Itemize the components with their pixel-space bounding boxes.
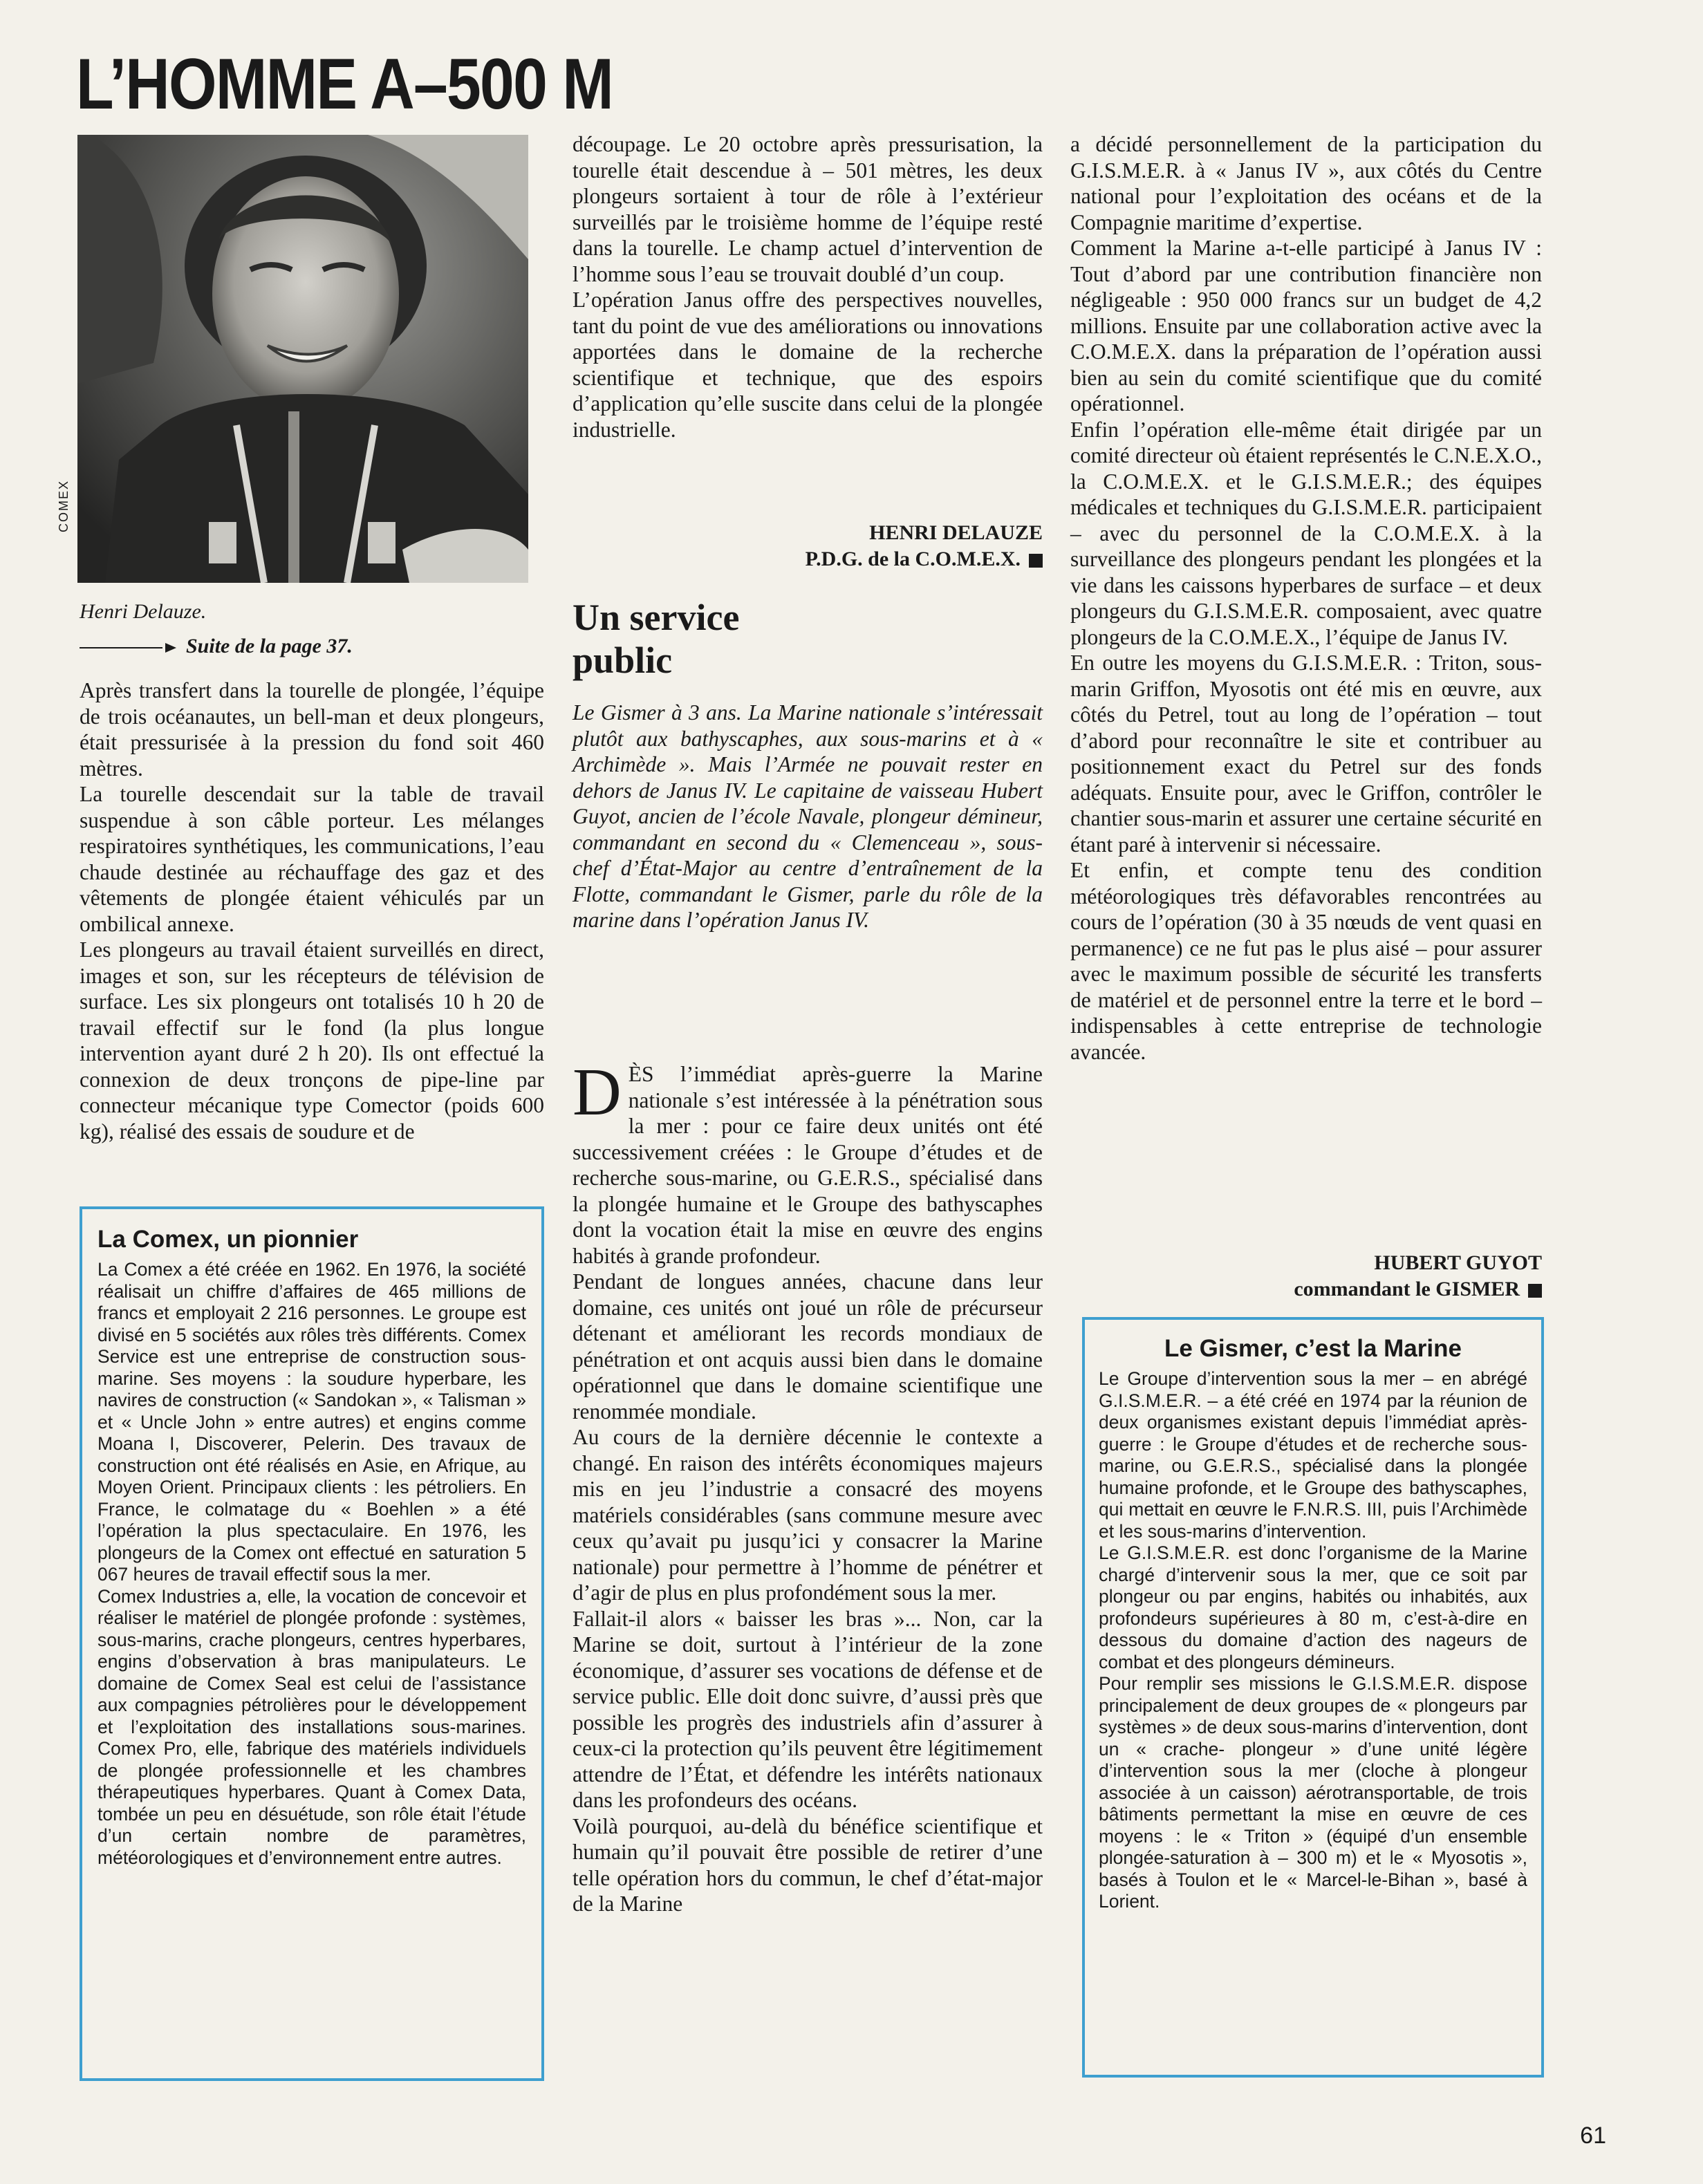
continuation-note	[80, 635, 353, 658]
middle-column-body	[573, 1055, 1043, 1917]
photo-credit: COMEX	[57, 479, 71, 532]
paragraph-text: ÈS l’immédiat après-guerre la Marine nationale s’est intéressée à la pénétration sous la mer : pour ce faire deux unités ont été successivement créées : le Groupe d’études et de recherche sous-marine, ou G.E.R.S., spécialisé dans la plongée humaine et le Groupe des bathyscaphes dont la vocation était la mise en œuvre des engins habités à grande profondeur.	[573, 1062, 1043, 1268]
paragraph: La Comex a été créée en 1962. En 1976, la société réalisait un chiffre d’affaires de 465 millions de francs et employait 2 216 personnes. Le groupe est divisé en 5 sociétés aux rôles très différents. Comex Service est une entreprise de construction sous-marine. Ses moyens : la soudure hyperbare, les navires de construction (« Sandokan », « Talisman » et « Uncle John » entre autres) et engins comme Moana I, Discoverer, Pelerin. Des travaux de construction ont été réalisés en Asie, en Afrique, au Moyen Orient. Principaux clients : les pétroliers. En France, le colmatage du « Boehlen » a été l’opération la plus spectaculaire. En 1976, les plongeurs de la Comex ont effectué en saturation 5 067 heures de travail effectif sous la mer.	[97, 1259, 526, 1585]
paragraph: L’opération Janus offre des perspectives nouvelles, tant du point de vue des améliorations ou innovations apportées dans le domaine de la recherche scientifique et technique, que des espoirs d’application qu’elle suscite dans celui de la plongée industrielle.	[573, 288, 1043, 442]
end-mark-icon	[1528, 1284, 1542, 1298]
paragraph: Comment la Marine a-t-elle participé à Janus IV : Tout d’abord par une contribution financière non négligeable : 950 000 francs sur un budget de 4,2 millions. Ensuite par une collaboration active avec la C.O.M.E.X. dans la préparation de l’opération aussi bien au sein du comité scientifique que du comité opérationnel.	[1070, 236, 1542, 416]
section-intro: Le Gismer à 3 ans. La Marine nationale s’intéressait plutôt aux bathyscaphes, aux sous-marins et à « Archimède ». Mais l’Armée ne pouvait rester en dehors de Janus IV. Le capitaine de vaisseau Hubert Guyot, ancien de l’école Navale, plongeur démineur, commandant en second du « Clemenceau », sous-chef d’État-Major au centre d’entraînement de la Flotte, commandant le Gismer, parle du rôle de la marine dans l’opération Janus IV.	[573, 700, 1043, 932]
right-column-text	[1070, 131, 1542, 1065]
box-title: La Comex, un pionnier	[97, 1226, 359, 1253]
signature-role: commandant le GISMER	[1294, 1278, 1520, 1300]
paragraph: Pour remplir ses missions le G.I.S.M.E.R. dispose principalement de deux groupes de « plongeurs par systèmes » de deux sous-marins d’intervention, dont un « crache- plongeur » d’une unité légère d’intervention sous la mer (cloche à plongeur associée à un caisson) aérotransportable, de trois bâtiments permettant la mise en œuvre de ces moyens : le « Triton » (équipé d’un ensemble plongée-saturation à – 300 m) et le « Myosotis », basés à Toulon et le « Marcel-le-Bihan », basé à Lorient.	[1099, 1673, 1527, 1912]
drop-cap: D	[573, 1055, 622, 1130]
paragraph: Voilà pourquoi, au-delà du bénéfice scientifique et humain qu’il pouvait être possible de retirer d’une telle opération hors du commun, le chef d’état-major de la Marine	[573, 1813, 1043, 1916]
portrait-illustration	[77, 135, 528, 583]
paragraph: Pendant de longues années, chacune dans leur domaine, ces unités ont joué un rôle de précurseur détenant et améliorant les records mondiaux de pénétration et ont acquis aussi bien dans le domaine opérationnel que dans le domaine scientifique une renommée mondiale.	[573, 1269, 1043, 1424]
paragraph: Après transfert dans la tourelle de plongée, l’équipe de trois océanautes, un bell-man et deux plongeurs, était pressurisée à la pression du fond soit 460 mètres.	[80, 678, 544, 781]
signature-role: P.D.G. de la C.O.M.E.X.	[805, 548, 1021, 570]
paragraph: Et enfin, et compte tenu des condition météorologiques très défavorables rencontrées au cours de l’opération (30 à 35 nœuds de vent quasi en permanence) ce ne fut pas le plus aisé – pour assurer avec le maximum possible de sécurité les transferts de matériel et de personnel entre la terre et le bord – indispensables à cette entreprise de technologie avancée.	[1070, 858, 1542, 1064]
first-paragraph	[573, 1055, 1043, 1269]
box-text	[1099, 1368, 1527, 1913]
section-title-line: Un service	[573, 597, 740, 638]
middle-column-top	[573, 131, 1043, 442]
paragraph: Le G.I.S.M.E.R. est donc l’organisme de la Marine chargé d’intervenir sous la mer, que ce soit par plongeur ou par engins, habités ou inhabités, aux profondeurs supérieures à 80 m, c’est-à-dire en dessous du domaine d’action des nageurs de combat et des plongeurs démineurs.	[1099, 1542, 1527, 1672]
section-title-line: public	[573, 640, 673, 681]
arrow-right-icon	[165, 643, 176, 653]
paragraph: Comex Industries a, elle, la vocation de concevoir et réaliser le matériel de plongée profonde : systèmes, sous-marins, crache plongeurs, centres hyperbares, engins d’observation à bras manipulateurs. Le domaine de Comex Seal est celui de l’assistance aux compagnies pétrolières pour le développement et l’exploitation des installations sous-marines. Comex Pro, elle, fabrique des matériels individuels de plongée professionnelle et les chambres thérapeutiques hyperbares. Quant à Comex Data, tombée un peu en désuétude, son rôle était l’étude d’un certain nombre de paramètres, météorologiques et d’environnement entre autres.	[97, 1585, 526, 1868]
signature-guyot	[1070, 1250, 1542, 1303]
paragraph: a décidé personnellement de la participation du G.I.S.M.E.R. à « Janus IV », aux côtés du Centre national pour l’exploitation des océans et de la Compagnie maritime d’expertise.	[1070, 132, 1542, 234]
comex-sidebar-box	[80, 1206, 544, 2081]
paragraph: Fallait-il alors « baisser les bras »... Non, car la Marine se doit, surtout à l’intérieur de la zone économique, d’assurer ses vocations de défense et de service public. Elle doit donc suivre, d’aussi près que possible les progrès des industriels afin d’assurer à ceux-ci la protection qu’ils peuvent être légitimement attendre de l’État, et défendre les intérêts nationaux dans les profondeurs des océans.	[573, 1606, 1043, 1812]
page-number: 61	[1580, 2122, 1606, 2149]
paragraph: Enfin l’opération elle-même était dirigée par un comité directeur où étaient représentés le C.N.E.X.O., la C.O.M.E.X. et le G.I.S.M.E.R.; des équipes médicales et techniques du G.I.S.M.E.R. participaient – avec du personnel de la C.O.M.E.X. à la surveillance des plongeurs pendant les plongées et la vie dans les caissons hyperbares de surface – et deux plongeurs du G.I.S.M.E.R. composaient, avec quatre plongeurs de la C.O.M.E.X., l’équipe de Janus IV.	[1070, 417, 1542, 649]
end-mark-icon	[1029, 554, 1043, 568]
section-title	[573, 596, 1043, 682]
paragraph: En outre les moyens du G.I.S.M.E.R. : Triton, sous-marin Griffon, Myosotis ont été mis en œuvre, aux côtés du Petrel, tout au long de l’opération – tout d’abord pour reconnaître le site et contribuer au positionnement exact du Petrel sur des fonds adéquats. Ensuite pour, avec le Griffon, contrôler le chantier sous-marin et assurer une certaine sécurité en étant paré à intervenir si nécessaire.	[1070, 651, 1542, 857]
signature-delauze	[573, 520, 1043, 572]
continuation-text: Suite de la page 37.	[186, 635, 353, 657]
box-text	[97, 1259, 526, 1869]
paragraph: La tourelle descendait sur la table de travail suspendue à son câble porteur. Les mélanges respiratoires synthétiques, les communications, l’eau chaude destinée au réchauffage des gaz et des vêtements de plongée étaient véhiculés par un ombilical annexe.	[80, 782, 544, 936]
photo-caption: Henri Delauze.	[80, 600, 207, 623]
left-column-text	[80, 678, 544, 1144]
arrow-line-icon	[80, 647, 162, 648]
headline: L’HOMME A–500 M	[76, 44, 613, 124]
signature-name: HENRI DELAUZE	[869, 521, 1043, 544]
box-title: Le Gismer, c’est la Marine	[1164, 1335, 1462, 1362]
portrait-photo	[77, 135, 528, 583]
paragraph: Les plongeurs au travail étaient surveillés en direct, images et son, sur les récepteurs de télévision de surface. Les six plongeurs ont totalisés 10 h 20 de travail effectif sur le fond (la plus longue intervention ayant duré 2 h 20). Ils ont effectué la connexion de deux tronçons de pipe-line par connecteur mécanique type Comector (poids 600 kg), réalisé des essais de soudure et de	[80, 937, 544, 1144]
paragraph: découpage. Le 20 octobre après pressurisation, la tourelle était descendue à – 501 mètres, les deux plongeurs sortaient à tour de rôle à l’extérieur surveillés par le troisième homme de l’équipe resté dans la tourelle. Le champ actuel d’intervention de l’homme sous l’eau se trouvait doublé d’un coup.	[573, 132, 1043, 286]
paragraph: Au cours de la dernière décennie le contexte a changé. En raison des intérêts économiques majeurs mis en jeu l’industrie a consacré des moyens matériels considérables (sans commune mesure avec ceux qu’avait pu jusqu’ici y consacrer la Marine nationale) pour permettre à l’homme de pénétrer et d’agir de plus en plus profondément sous la mer.	[573, 1425, 1043, 1605]
signature-name: HUBERT GUYOT	[1374, 1251, 1542, 1274]
gismer-sidebar-box	[1082, 1317, 1544, 2078]
paragraph: Le Groupe d’intervention sous la mer – en abrégé G.I.S.M.E.R. – a été créé en 1974 par la réunion de deux organismes existant depuis l’immédiat après-guerre : le Groupe d’études et de recherche sous-marine, ou G.E.R.S., spécialisé dans la plongée humaine profonde, et le Groupe des bathyscaphes, qui mettait en œuvre le F.N.R.S. III, puis l’Archimède et les sous-marins d’intervention.	[1099, 1368, 1527, 1542]
